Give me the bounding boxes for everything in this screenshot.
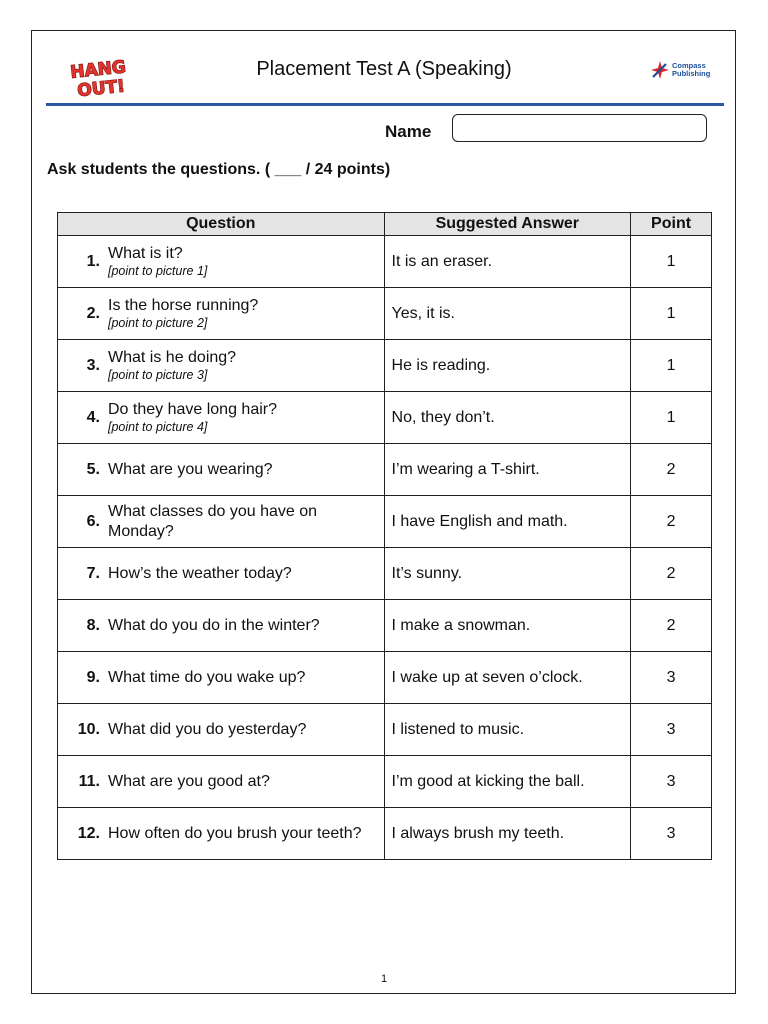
question-number: 2.	[86, 304, 100, 322]
suggested-answer: I wake up at seven o’clock.	[384, 652, 631, 704]
name-field[interactable]	[452, 114, 707, 142]
suggested-answer: I listened to music.	[384, 704, 631, 756]
suggested-answer: I always brush my teeth.	[384, 808, 631, 860]
publisher-name-line2: Publishing	[672, 69, 711, 78]
question-number: 1.	[86, 252, 100, 270]
suggested-answer: It is an eraser.	[384, 236, 631, 288]
question-text: What time do you wake up?	[108, 668, 306, 686]
question-cell	[58, 444, 385, 496]
point-value: 3	[631, 808, 712, 860]
question-cell	[58, 756, 385, 808]
table-header-row	[58, 213, 712, 236]
table-row	[58, 808, 712, 860]
question-hint: [point to picture 1]	[108, 264, 208, 278]
point-value: 1	[631, 392, 712, 444]
point-value: 2	[631, 548, 712, 600]
question-cell	[58, 548, 385, 600]
point-value: 3	[631, 704, 712, 756]
compass-star-icon	[650, 60, 670, 80]
question-number: 10.	[77, 720, 100, 738]
question-number: 7.	[86, 564, 100, 582]
page-title: Placement Test A (Speaking)	[256, 58, 512, 80]
question-number: 4.	[86, 408, 100, 426]
suggested-answer: I’m wearing a T-shirt.	[384, 444, 631, 496]
table-row	[58, 704, 712, 756]
table-row	[58, 600, 712, 652]
svg-text:OUT!: OUT!	[76, 76, 126, 100]
table-row	[58, 756, 712, 808]
question-hint: [point to picture 2]	[108, 316, 208, 330]
question-cell	[58, 652, 385, 704]
header-question: Question	[58, 213, 385, 236]
table-row	[58, 652, 712, 704]
question-cell	[58, 496, 385, 548]
header-point: Point	[631, 213, 712, 236]
table-row	[58, 548, 712, 600]
table-row	[58, 496, 712, 548]
question-text: Is the horse running?	[108, 297, 259, 314]
svg-text:HANG: HANG	[69, 57, 127, 83]
question-cell	[58, 288, 385, 340]
question-text: How often do you brush your teeth?	[108, 824, 362, 842]
question-cell	[58, 392, 385, 444]
question-cell	[58, 340, 385, 392]
point-value: 1	[631, 340, 712, 392]
suggested-answer: I make a snowman.	[384, 600, 631, 652]
suggested-answer: No, they don’t.	[384, 392, 631, 444]
question-text: What classes do you have on Monday?	[108, 502, 318, 540]
question-cell	[58, 704, 385, 756]
point-value: 1	[631, 288, 712, 340]
table-row	[58, 444, 712, 496]
question-text: What are you wearing?	[108, 460, 273, 478]
question-number: 11.	[78, 772, 100, 790]
point-value: 3	[631, 652, 712, 704]
point-value: 2	[631, 600, 712, 652]
question-number: 3.	[86, 356, 100, 374]
header-divider	[46, 103, 724, 106]
question-cell	[58, 236, 385, 288]
question-number: 12.	[77, 824, 100, 842]
table-row	[58, 236, 712, 288]
table-row	[58, 340, 712, 392]
instructions: Ask students the questions. ( ___ / 24 points)	[47, 161, 391, 178]
question-text: What do you do in the winter?	[108, 616, 320, 634]
question-number: 8.	[86, 616, 100, 634]
point-value: 2	[631, 496, 712, 548]
compass-publishing-logo	[650, 60, 710, 80]
point-value: 2	[631, 444, 712, 496]
question-number: 5.	[86, 460, 100, 478]
suggested-answer: I have English and math.	[384, 496, 631, 548]
question-hint: [point to picture 4]	[108, 420, 208, 434]
page-number: 1	[380, 973, 388, 985]
suggested-answer: I’m good at kicking the ball.	[384, 756, 631, 808]
point-value: 1	[631, 236, 712, 288]
point-value: 3	[631, 756, 712, 808]
table-row	[58, 288, 712, 340]
question-text: How’s the weather today?	[108, 564, 292, 582]
suggested-answer: He is reading.	[384, 340, 631, 392]
question-table	[57, 212, 712, 860]
question-hint: [point to picture 3]	[108, 368, 208, 382]
question-cell	[58, 600, 385, 652]
suggested-answer: It’s sunny.	[384, 548, 631, 600]
header-suggested-answer: Suggested Answer	[384, 213, 631, 236]
suggested-answer: Yes, it is.	[384, 288, 631, 340]
question-text: What did you do yesterday?	[108, 720, 307, 738]
table-row	[58, 392, 712, 444]
name-label: Name	[385, 122, 432, 141]
question-text: What is it?	[108, 245, 183, 262]
publisher-name-line1: Compass	[672, 61, 706, 70]
question-text: Do they have long hair?	[108, 401, 277, 418]
question-number: 6.	[86, 512, 100, 530]
question-text: What are you good at?	[108, 772, 270, 790]
question-number: 9.	[86, 668, 100, 686]
question-text: What is he doing?	[108, 349, 237, 366]
question-cell	[58, 808, 385, 860]
